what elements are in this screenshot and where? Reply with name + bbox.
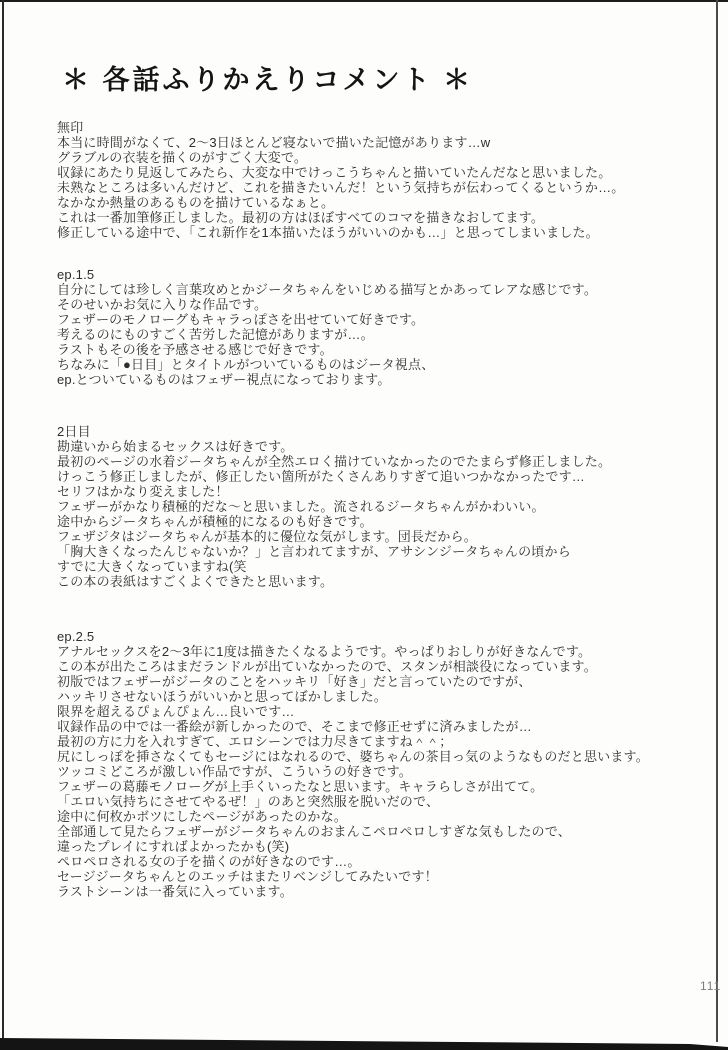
comment-line: 最初のページの水着ジータちゃんが全然エロく描けていなかったのでたまらず修正しました。 <box>57 454 612 469</box>
comment-line: フェザーがかなり積極的だな～と思いました。流されるジータちゃんがかわいい。 <box>57 499 545 514</box>
comment-line: 限界を超えるぴょんぴょん…良いです… <box>57 704 295 719</box>
comment-line: なかなか熱量のあるものを描けているなぁと。 <box>57 195 335 210</box>
comment-line: ラストもその後を予感させる感じで好きです。 <box>57 342 333 357</box>
comment-line: グラブルの衣装を描くのがすごく大変で。 <box>57 150 308 165</box>
comment-line: ep.とついているものはフェザー視点になっております。 <box>57 372 391 387</box>
section-heading: ep.1.5 <box>57 267 95 282</box>
comment-line: 全部通して見たらフェザーがジータちゃんのおまんこペロペロしすぎな気もしたので、 <box>57 824 571 839</box>
page-border-top <box>0 0 728 2</box>
comment-line: そのせいかお気に入りな作品です。 <box>57 297 268 312</box>
comment-line: セージジータちゃんとのエッチはまたリベンジしてみたいです！ <box>57 869 438 884</box>
comment-line: 収録作品の中では一番絵が新しかったので、そこまで修正せずに済みましたが… <box>57 719 532 734</box>
comment-line: セリフはかなり変えました！ <box>57 484 229 499</box>
comment-line: 考えるのにものすごく苦労した記憶がありますが…。 <box>57 327 374 342</box>
comment-line: この本の表紙はすごくよくできたと思います。 <box>57 574 334 589</box>
comment-line: アナルセックスを2～3年に1度は描きたくなるようです。やっぱりおしりが好きなんです。 <box>57 644 592 659</box>
page-border-left <box>2 0 4 1044</box>
comment-line: 本当に時間がなくて、2～3日ほとんど寝ないで描いた記憶があります…w <box>57 135 491 150</box>
comment-line: フェザーの葛藤モノローグが上手くいったなと思います。キャラらしさが出てて。 <box>57 779 544 794</box>
section-heading: 無印 <box>57 120 84 135</box>
page-border-right <box>716 0 718 1042</box>
comment-line: 初版ではフェザーがジータのことをハッキリ「好き」だと言っていたのですが、 <box>57 674 532 689</box>
comment-section <box>57 120 714 240</box>
comment-line: 尻にしっぽを挿さなくてもセージにはなれるので、婆ちゃんの茶目っ気のようなものだと思います。 <box>57 749 649 764</box>
comment-line: すでに大きくなっていますね(笑 <box>57 559 247 574</box>
comment-line: けっこう修正しましたが、修正したい箇所がたくさんありすぎて追いつかなかったです… <box>57 469 586 484</box>
section-heading: ep.2.5 <box>57 629 95 644</box>
comment-line: この本が出たころはまだランドルが出ていなかったので、スタンが相談役になっています。 <box>57 659 597 674</box>
comments-list <box>57 120 714 899</box>
comment-line: ラストシーンは一番気に入っています。 <box>57 884 293 899</box>
comment-section <box>57 267 714 387</box>
comment-line: ツッコミどころが激しい作品ですが、こういうの好きです。 <box>57 764 412 779</box>
page-border-bottom <box>0 1036 728 1050</box>
comment-line: 途中からジータちゃんが積極的になるのも好きです。 <box>57 514 373 529</box>
comment-line: 「エロい気持ちにさせてやるぜ！」のあと突然服を脱いだので、 <box>57 794 440 809</box>
comment-section <box>57 629 714 899</box>
page-number: 111 <box>700 979 722 993</box>
comment-line: ハッキリさせないほうがいいかと思ってぼかしました。 <box>57 689 388 704</box>
comment-line: 未熟なところは多いんだけど、これを描きたいんだ！という気持ちが伝わってくるというか…。 <box>57 180 625 195</box>
comment-line: 収録にあたり見返してみたら、大変な中でけっこうちゃんと描いていたんだなと思いました。 <box>57 165 612 180</box>
comment-line: フェザジタはジータちゃんが基本的に優位な気がします。団長だから。 <box>57 529 477 544</box>
section-heading: 2日目 <box>57 424 91 439</box>
comment-line: 違ったプレイにすればよかったかも(笑) <box>57 839 290 854</box>
comment-line: これは一番加筆修正しました。最初の方はほぼすべてのコマを描きなおしてます。 <box>57 210 545 225</box>
comment-line: フェザーのモノローグもキャラっぽさを出せていて好きです。 <box>57 312 425 327</box>
comment-line: 勘違いから始まるセックスは好きです。 <box>57 439 294 454</box>
comment-section <box>57 424 714 589</box>
comment-line: 最初の方に力を入れすぎて、エロシーンでは力尽きてますね＾＾； <box>57 734 453 749</box>
page-title: ＊ 各話ふりかえりコメント ＊ <box>62 65 474 95</box>
comment-line: 途中に何枚かボツにしたページがあったのかな。 <box>57 809 348 824</box>
comment-line: ちなみに「●日目」とタイトルがついているものはジータ視点、 <box>57 357 435 372</box>
comment-line: 自分にしては珍しく言葉攻めとかジータちゃんをいじめる描写とかあってレアな感じです。 <box>57 282 598 297</box>
comment-line: 「胸大きくなったんじゃないか？」と言われてますが、アサシンジータちゃんの頃から <box>57 544 571 559</box>
comment-line: ペロペロされる女の子を描くのが好きなのです…。 <box>57 854 361 869</box>
comment-line: 修正している途中で、「これ新作を1本描いたほうがいいのかも…」と思ってしまいました。 <box>57 225 599 240</box>
